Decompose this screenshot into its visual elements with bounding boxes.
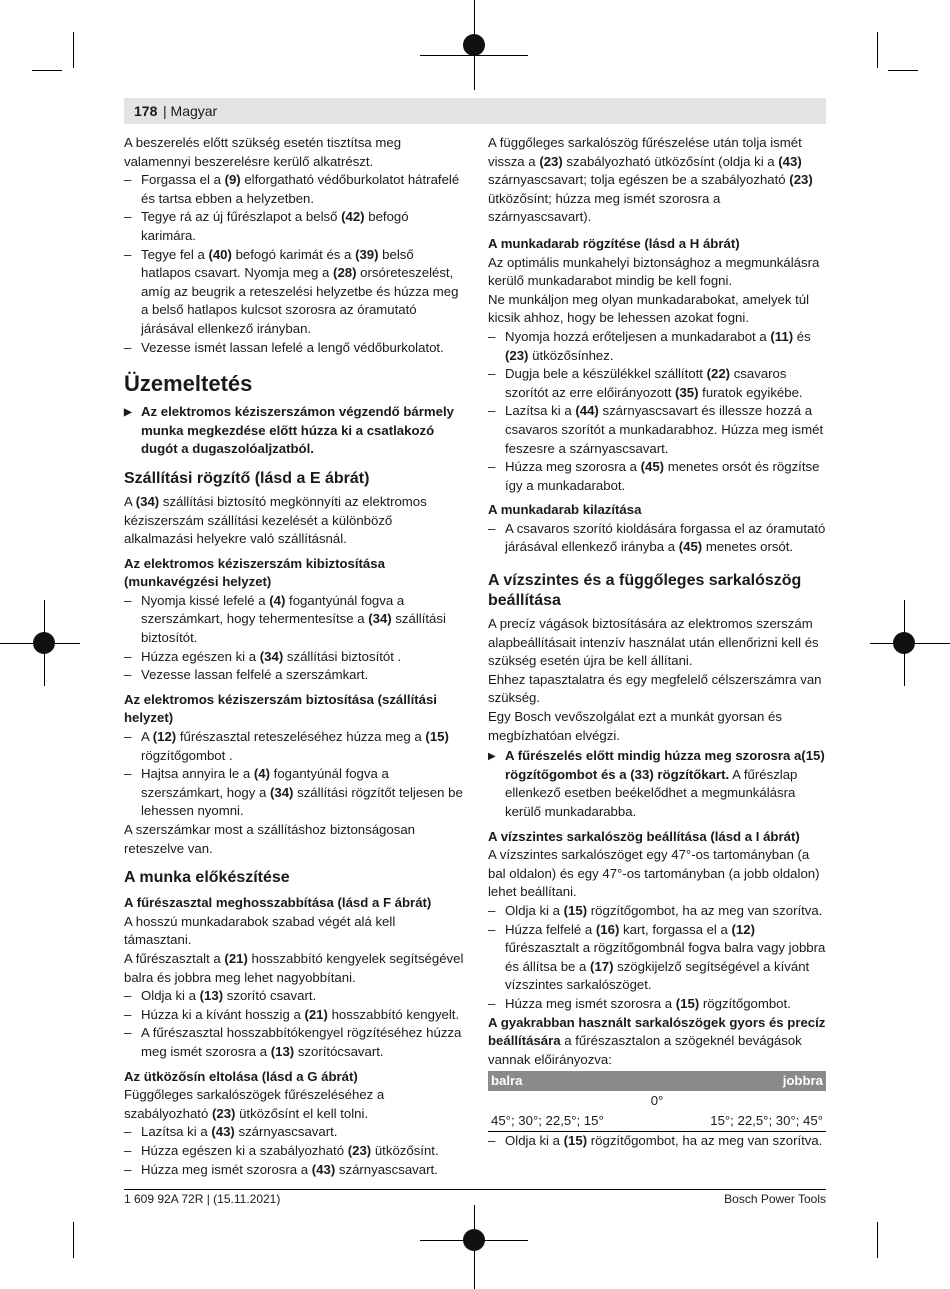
text-run: ütközősínt; húzza meg ismét szorosra a szárnyascsavart). [488, 190, 721, 225]
registration-mark [463, 34, 485, 56]
text-run: fűrészasztalt a rögzítőgombnál fogva balra vagy jobbra és állítsa be a [505, 940, 826, 974]
reference-number: (12) [731, 921, 755, 937]
frequent-angles-paragraph [488, 1014, 826, 1070]
reference-number: (21) [304, 1006, 328, 1022]
text-run: Hajtsa annyira le a [141, 766, 254, 782]
left-column [124, 134, 464, 1179]
list-item [124, 648, 464, 667]
text-run: szállítási biztosító megkönnyíti az elektromos kéziszerszám szállítási kezelését a különböző alkalmazási helyekre való szállításnál. [124, 493, 427, 547]
reference-number: (15) [563, 1133, 588, 1149]
reference-number: (15) [675, 995, 700, 1011]
frequent-angles-rest: a fűrészasztalon a szögeknél bevágások vannak előirányozva: [488, 1033, 802, 1067]
text-run: szögkijelző segítségével a kívánt vízszintes sarkalószöget. [505, 958, 810, 993]
list-item [124, 246, 464, 339]
text-run: szállítási rögzítőt teljesen be lehessen nyomni. [141, 784, 463, 819]
text-run: szorító csavart. [223, 988, 317, 1004]
text-run: befogó karimát és a [231, 246, 356, 262]
angles-paragraph-2: Ehhez tapasztalatra és egy megfelelő célszerszámra van szükség. [488, 671, 822, 706]
list-item [124, 666, 464, 685]
list-item [124, 171, 464, 208]
text-run: Függőleges sarkalószögek fűrészeléséhez a szabályozható [124, 1087, 385, 1121]
crop-mark [888, 70, 918, 71]
text-run: csavaros szorítót az erre előirányozott [505, 366, 787, 400]
heading-horizontal-angle: A vízszintes sarkalószög beállítása (lásd a I ábrát) [488, 828, 800, 844]
list-item [488, 995, 826, 1014]
list-item [488, 921, 826, 995]
list-item [124, 728, 464, 765]
text-run: Húzza egészen ki a [141, 648, 260, 664]
reference-number: (42) [341, 209, 365, 225]
page-header-bar [124, 98, 826, 124]
reference-number: (44) [575, 403, 599, 419]
heading-preparation: A munka előkészítése [124, 869, 290, 887]
table-header-right: jobbra [657, 1071, 826, 1091]
text-run: szabályozható ütközősínt (oldja ki a [562, 153, 779, 169]
lock-steps [124, 728, 464, 821]
text-run: A [141, 729, 153, 745]
clamp-steps [488, 328, 826, 495]
list-item [124, 339, 464, 358]
reference-number: (34) [270, 784, 294, 800]
text-run: Húzza meg szorosra a [505, 459, 641, 475]
fence-return-paragraph [488, 134, 826, 227]
text-run: elforgatható védőburkolatot hátrafelé és tartsa ebben a helyzetben. [141, 172, 460, 206]
heading-angle-adjust: A vízszintes és a függőleges sarkalószög beállítása [488, 572, 802, 610]
reference-number: (34) [135, 493, 160, 509]
crop-mark [877, 32, 878, 68]
text-run: ütközősínt. [371, 1142, 439, 1158]
reference-number: (23) [789, 172, 813, 188]
fence-intro [124, 1086, 464, 1123]
text-run: Húzza meg ismét szorosra a [141, 1161, 312, 1177]
release-steps [488, 520, 826, 557]
reference-number: (43) [311, 1161, 336, 1177]
reference-number: (45) [640, 459, 665, 475]
footer-doc-id: 1 609 92A 72R | (15.11.2021) [124, 1192, 281, 1206]
reference-number: (11) [770, 328, 794, 344]
text-run: fűrészasztal reteszeléséhez húzza meg a [176, 729, 426, 745]
reference-number: (21) [224, 950, 248, 966]
reference-number: (39) [355, 246, 379, 262]
text-run: belső hatlapos csavart. Nyomja meg a [141, 246, 414, 281]
text-run: A [124, 493, 136, 509]
list-item [124, 987, 464, 1006]
warning-tighten-bold: A fűrészelés előtt mindig húzza meg szorosra a(15) rögzítőgombot és a (33) rögzítőkart. [505, 748, 825, 782]
crop-mark [73, 32, 74, 68]
reference-number: (23) [347, 1142, 372, 1158]
text-run: Dugja bele a készülékkel szállított [505, 366, 707, 382]
text-run: Vezesse lassan felfelé a szerszámkart. [141, 667, 369, 683]
text-run: Oldja ki a [141, 988, 200, 1004]
table-left-values: 45°; 30°; 22,5°; 15° [488, 1111, 657, 1132]
heading-move-fence: Az ütközősín eltolása (lásd a G ábrát) [124, 1068, 358, 1084]
text-run: rögzítőgombot, ha az meg van szorítva. [587, 902, 823, 918]
text-run: szárnyascsavart. [234, 1124, 338, 1140]
horizontal-steps [488, 902, 826, 1014]
extend-paragraph-2 [124, 950, 464, 987]
heading-lock: Az elektromos kéziszerszám biztosítása (szállítási helyzet) [124, 691, 437, 726]
angle-table [488, 1071, 826, 1132]
install-steps [124, 171, 464, 357]
text-run: szállítási biztosítót. [141, 611, 446, 646]
registration-mark [893, 632, 915, 654]
footer-rule [124, 1189, 826, 1190]
angles-paragraph-3: Egy Bosch vevőszolgálat ezt a munkát gyorsan és megbízhatóan elvégzi. [488, 709, 782, 743]
text-run: Húzza egészen ki a szabályozható [141, 1142, 348, 1158]
text-run: A függőleges sarkalószög fűrészelése után tolja ismét vissza a [488, 135, 802, 169]
list-item [488, 902, 826, 921]
list-item [124, 208, 464, 245]
text-run: orsóreteszelést, amíg az beugrik a reteszelési helyzetbe és húzza meg a belső hatlapos kulcsot szorosra az óramutató járásával ellenkező irányban. [141, 265, 459, 336]
clamp-paragraph-1: Az optimális munkahelyi biztonsághoz a megmunkálásra kerülő munkadarabot mindig be kell fogni. [488, 254, 820, 289]
list-item [488, 402, 826, 458]
final-step [488, 1132, 826, 1151]
reference-number: (40) [208, 246, 232, 262]
reference-number: (17) [590, 958, 614, 974]
registration-mark [33, 632, 55, 654]
clamp-paragraph-2: Ne munkáljon meg olyan munkadarabokat, amelyek túl kicsik ahhoz, hogy be lehessen azokat fogni. [488, 291, 810, 326]
text-run: ütközősínt el kell tolni. [235, 1105, 369, 1121]
text-run: Nyomja hozzá erőteljesen a munkadarabot a [505, 328, 771, 344]
text-run: rögzítőgombot . [141, 747, 233, 763]
text-run: kart, forgassa el a [619, 921, 732, 937]
text-run: Lazítsa ki a [141, 1124, 212, 1140]
heading-extend-table: A fűrészasztal meghosszabbítása (lásd a F ábrát) [124, 895, 432, 911]
text-run: Forgassa el a [141, 172, 225, 188]
warning-tighten-rest: A fűrészlap ellenkező esetben beékelődhet a megmunkálásra kerülő munkadarabba. [505, 766, 798, 819]
text-run: Húzza ki a kívánt hosszig a [141, 1006, 305, 1022]
reference-number: (28) [333, 265, 357, 281]
text-run: szárnyascsavart; tolja egészen be a szabályozható [488, 172, 790, 188]
reference-number: (34) [259, 648, 284, 664]
text-run: rögzítőgombot. [699, 995, 791, 1011]
reference-number: (23) [211, 1105, 236, 1121]
reference-number: (16) [595, 921, 620, 937]
heading-unlock: Az elektromos kéziszerszám kibiztosítása (munkavégzési helyzet) [124, 555, 385, 590]
reference-number: (13) [270, 1043, 295, 1059]
text-run: hosszabbító kengyelt. [327, 1006, 460, 1022]
lock-outro: A szerszámkar most a szállításhoz biztonságosan reteszelve van. [124, 822, 415, 856]
reference-number: (45) [678, 539, 703, 555]
text-run: és [793, 328, 811, 344]
page-language: | Magyar [163, 103, 218, 119]
text-run: Oldja ki a [505, 902, 564, 918]
heading-release-workpiece: A munkadarab kilazítása [488, 502, 642, 518]
crop-mark [32, 70, 62, 71]
table-header-left: balra [488, 1071, 657, 1091]
transport-intro [124, 493, 464, 549]
text-run: hosszabbító kengyelek segítségével balra és jobbra meg lehet nagyobbítani. [124, 950, 464, 985]
text-run: Vezesse ismét lassan lefelé a lengő védőburkolatot. [141, 339, 444, 355]
text-run: Lazítsa ki a [505, 403, 576, 419]
reference-number: (23) [539, 153, 563, 169]
horizontal-intro: A vízszintes sarkalószöget egy 47°-os tartományban (a bal oldalon) és egy 47°-os tartományban (a jobb oldalon) lehet beállítani. [488, 847, 820, 900]
reference-number: (4) [253, 766, 271, 782]
reference-number: (23) [505, 347, 529, 363]
reference-number: (15) [563, 902, 588, 918]
text-run: rögzítőgombot, ha az meg van szorítva. [587, 1133, 823, 1149]
text-run: Oldja ki a [505, 1133, 564, 1149]
text-run: A csavaros szorító kioldására forgassa el az óramutató járásával ellenkező irányba a [505, 520, 826, 555]
list-item [124, 592, 464, 648]
text-run: fogantyúnál fogva a szerszámkart, hogy tehermentesítse a [141, 592, 405, 627]
text-run: Húzza felfelé a [505, 921, 596, 937]
text-run: Húzza meg ismét szorosra a [505, 995, 676, 1011]
list-item [488, 365, 826, 402]
reference-number: (13) [199, 988, 224, 1004]
text-run: Tegye rá az új fűrészlapot a belső [141, 209, 342, 225]
table-right-values: 15°; 22,5°; 30°; 45° [657, 1111, 826, 1132]
reference-number: (22) [706, 366, 731, 382]
text-run: szorítócsavart. [294, 1043, 384, 1059]
list-item [124, 1142, 464, 1161]
text-run: menetes orsót és rögzítse így a munkadarabot. [505, 459, 820, 493]
text-run: szárnyascsavart és illessze hozzá a csavaros szorítót a munkadarabhoz. Húzza meg ismét feszesre a szárnyascsavart. [505, 403, 824, 456]
text-run: furatok egyikébe. [698, 384, 803, 400]
intro-paragraph: A beszerelés előtt szükség esetén tisztítsa meg valamennyi beszerelésre kerülő alkatrészt. [124, 135, 402, 169]
list-item [488, 458, 826, 495]
reference-number: (43) [778, 153, 802, 169]
extend-paragraph-1: A hosszú munkadarabok szabad végét alá kell támasztani. [124, 913, 396, 948]
text-run: befogó karimára. [141, 209, 409, 243]
heading-clamp-workpiece: A munkadarab rögzítése (lásd a H ábrát) [488, 235, 740, 251]
registration-mark [463, 1229, 485, 1251]
list-item [124, 1123, 464, 1142]
warning-unplug: ▶ Az elektromos kéziszerszámon végzendő bármely munka megkezdése előtt húzza ki a csatlakozó dugót a dugaszolóaljzatból. [124, 403, 464, 459]
reference-number: (15) [425, 729, 449, 745]
text-run: fogantyúnál fogva a szerszámkart, hogy a [141, 766, 389, 800]
text-run: Nyomja kissé lefelé a [141, 592, 270, 608]
fence-steps [124, 1123, 464, 1179]
text-run: ütközősínhez. [528, 347, 614, 363]
reference-number: (35) [675, 384, 699, 400]
right-column [488, 134, 826, 1151]
reference-number: (34) [368, 611, 392, 627]
heading-transport-lock: Szállítási rögzítő (lásd a E ábrát) [124, 469, 370, 487]
text-run: szárnyascsavart. [335, 1161, 438, 1177]
angles-paragraph-1: A precíz vágások biztosítására az elektromos szerszám alapbeállításait intenzív használat után ellenőrizni kell és szükség esetén újra be kell állítani. [488, 616, 819, 669]
reference-number: (12) [152, 729, 177, 745]
list-item [124, 1161, 464, 1180]
crop-mark [73, 1222, 74, 1258]
page-number: 178 [134, 103, 158, 119]
text-run: menetes orsót. [702, 539, 794, 555]
list-item [124, 765, 464, 821]
crop-mark [877, 1222, 878, 1258]
extend-steps [124, 987, 464, 1061]
reference-number: (4) [269, 592, 286, 608]
list-item [488, 328, 826, 365]
reference-number: (9) [224, 172, 241, 188]
unlock-steps [124, 592, 464, 685]
table-center-angle: 0° [650, 1093, 664, 1109]
list-item [488, 520, 826, 557]
text-run: A fűrészasztalt a [124, 950, 225, 966]
reference-number: (43) [211, 1124, 235, 1140]
text-run: szállítási biztosítót . [283, 648, 402, 664]
text-run: A fűrészasztal hosszabbítókengyel rögzítéséhez húzza meg ismét szorosra a [141, 1025, 462, 1059]
frequent-angles-bold: A gyakrabban használt sarkalószögek gyors és precíz beállítására [488, 1014, 826, 1049]
footer-brand: Bosch Power Tools [724, 1192, 826, 1206]
text-run: Tegye fel a [141, 246, 209, 262]
list-item [124, 1006, 464, 1025]
warning-tighten [488, 747, 826, 821]
section-heading-operation: Üzemeltetés [124, 371, 253, 397]
list-item [124, 1024, 464, 1061]
